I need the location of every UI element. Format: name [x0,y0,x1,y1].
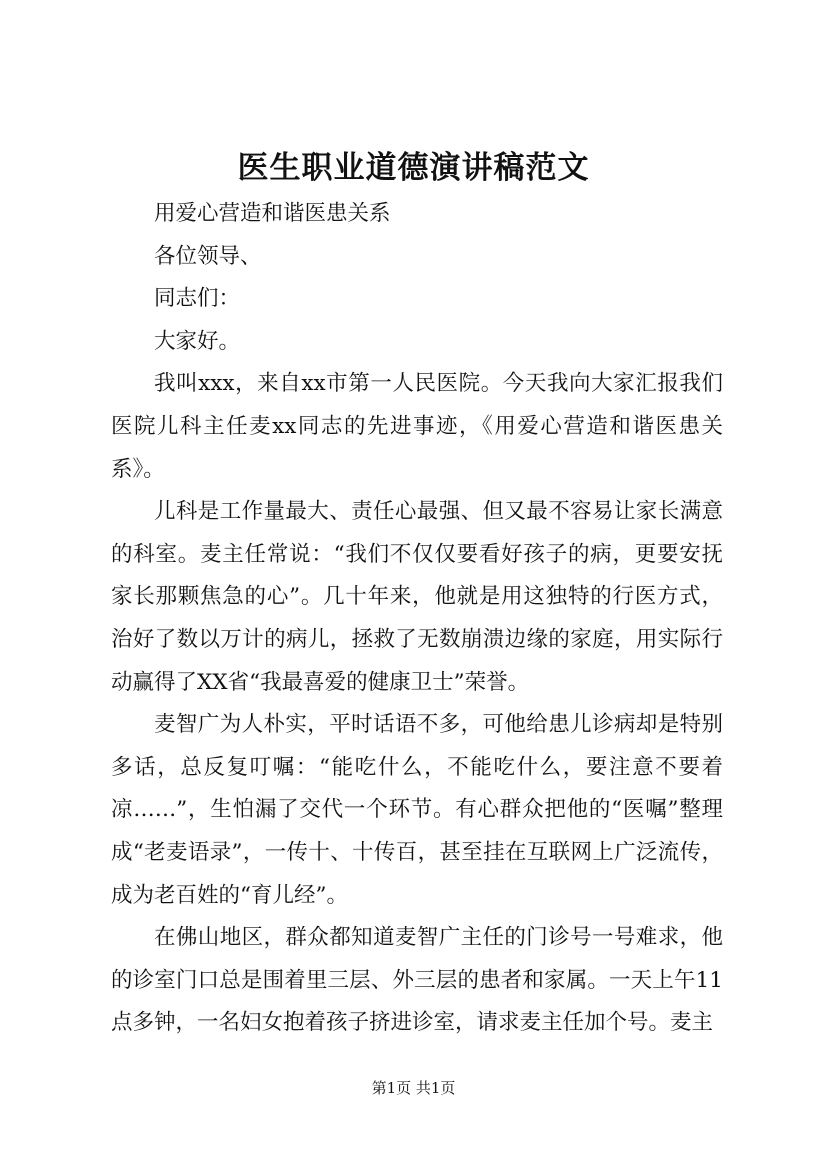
document-title: 医生职业道德演讲稿范文 [237,150,590,186]
paragraph-salutation-leaders: 各位领导、 [154,243,262,269]
document-body [111,193,723,1045]
page-footer: 第1页 共1页 [371,1079,456,1097]
paragraph-introduction: 我叫xxx，来自xx市第一人民医院。今天我向大家汇报我们医院儿科主任麦xx同志的先进事迹，《用爱心营造和谐医患关系》。 [111,371,723,482]
paragraph-salutation-comrades: 同志们： [154,286,241,312]
paragraph-clinic: 在佛山地区，群众都知道麦智广主任的门诊号一号难求，他的诊室门口总是围着里三层、外三层的患者和家属。一天上午11点多钟，一名妇女抱着孩子挤进诊室，请求麦主任加个号。麦主 [111,925,723,1036]
paragraph-character: 麦智广为人朴实，平时话语不多，可他给患儿诊病却是特别多话，总反复叮嘱：“能吃什么，不能吃什么，要注意不要着凉……”，生怕漏了交代一个环节。有心群众把他的“医嘱”整理成“老麦语录”，一传十、十传百，甚至挂在互联网上广泛流传，成为老百姓的“育儿经”。 [111,712,723,908]
paragraph-pediatrics: 儿科是工作量最大、责任心最强、但又最不容易让家长满意的科室。麦主任常说：“我们不仅仅要看好孩子的病，更要安抚家长那颗焦急的心”。几十年来，他就是用这独特的行医方式，治好了数以万计的病儿，拯救了无数崩溃边缘的家庭，用实际行动赢得了XX省“我最喜爱的健康卫士”荣誉。 [111,499,723,695]
paragraph-subtitle: 用爱心营造和谐医患关系 [154,201,391,226]
paragraph-greeting: 大家好。 [154,328,241,354]
